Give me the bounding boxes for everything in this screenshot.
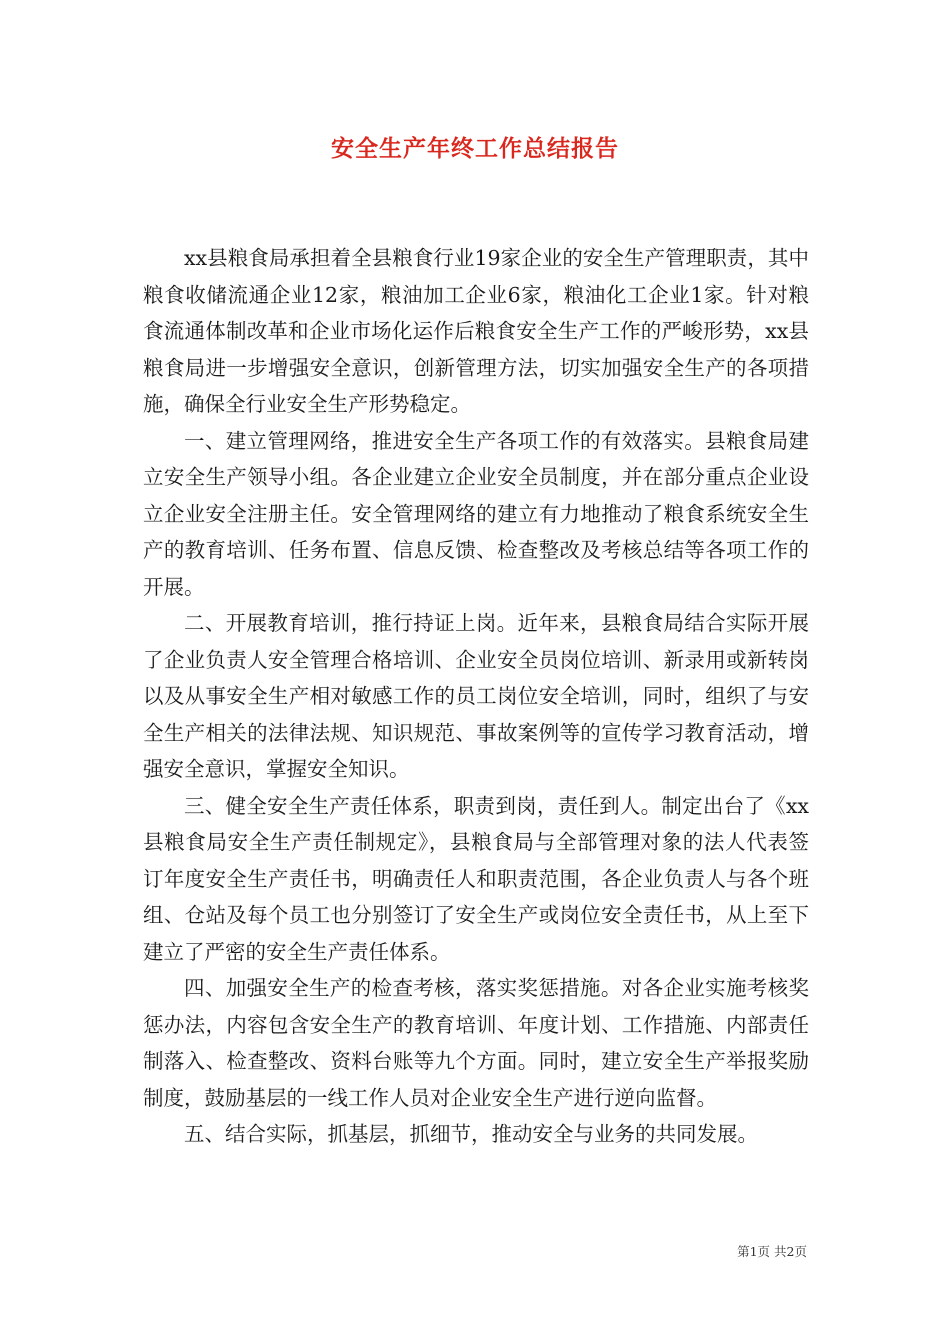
document-body — [143, 240, 809, 1153]
page-number-footer: 第1页 共2页 — [737, 1244, 807, 1259]
paragraph-section-3: 三、健全安全生产责任体系，职责到岗，责任到人。制定出台了《xx县粮食局安全生产责任制规定》，县粮食局与全部管理对象的法人代表签订年度安全生产责任书，明确责任人和职责范围，各企业负责人与各个班组、仓站及每个员工也分别签订了安全生产或岗位安全责任书，从上至下建立了严密的安全生产责任体系。 — [143, 793, 809, 964]
paragraph-intro: xx县粮食局承担着全县粮食行业19家企业的安全生产管理职责，其中粮食收储流通企业12家，粮油加工企业6家，粮油化工企业1家。针对粮食流通体制改革和企业市场化运作后粮食安全生产工作的严峻形势，xx县粮食局进一步增强安全意识，创新管理方法，切实加强安全生产的各项措施，确保全行业安全生产形势稳定。 — [143, 246, 809, 416]
paragraph-section-1: 一、建立管理网络，推进安全生产各项工作的有效落实。县粮食局建立安全生产领导小组。各企业建立企业安全员制度，并在部分重点企业设立企业安全注册主任。安全管理网络的建立有力地推动了粮食系统安全生产的教育培训、任务布置、信息反馈、检查整改及考核总结等各项工作的开展。 — [143, 428, 809, 599]
paragraph-section-5: 五、结合实际，抓基层，抓细节，推动安全与业务的共同发展。 — [184, 1122, 758, 1146]
paragraph-section-2: 二、开展教育培训，推行持证上岗。近年来，县粮食局结合实际开展了企业负责人安全管理合格培训、企业安全员岗位培训、新录用或新转岗以及从事安全生产相对敏感工作的员工岗位安全培训，同时，组织了与安全生产相关的法律法规、知识规范、事故案例等的宣传学习教育活动，增强安全意识，掌握安全知识。 — [143, 611, 809, 781]
paragraph-section-4: 四、加强安全生产的检查考核，落实奖惩措施。对各企业实施考核奖惩办法，内容包含安全生产的教育培训、年度计划、工作措施、内部责任制落入、检查整改、资料台账等九个方面。同时，建立安全生产举报奖励制度，鼓励基层的一线工作人员对企业安全生产进行逆向监督。 — [143, 976, 809, 1110]
document-title: 安全生产年终工作总结报告 — [331, 135, 619, 162]
